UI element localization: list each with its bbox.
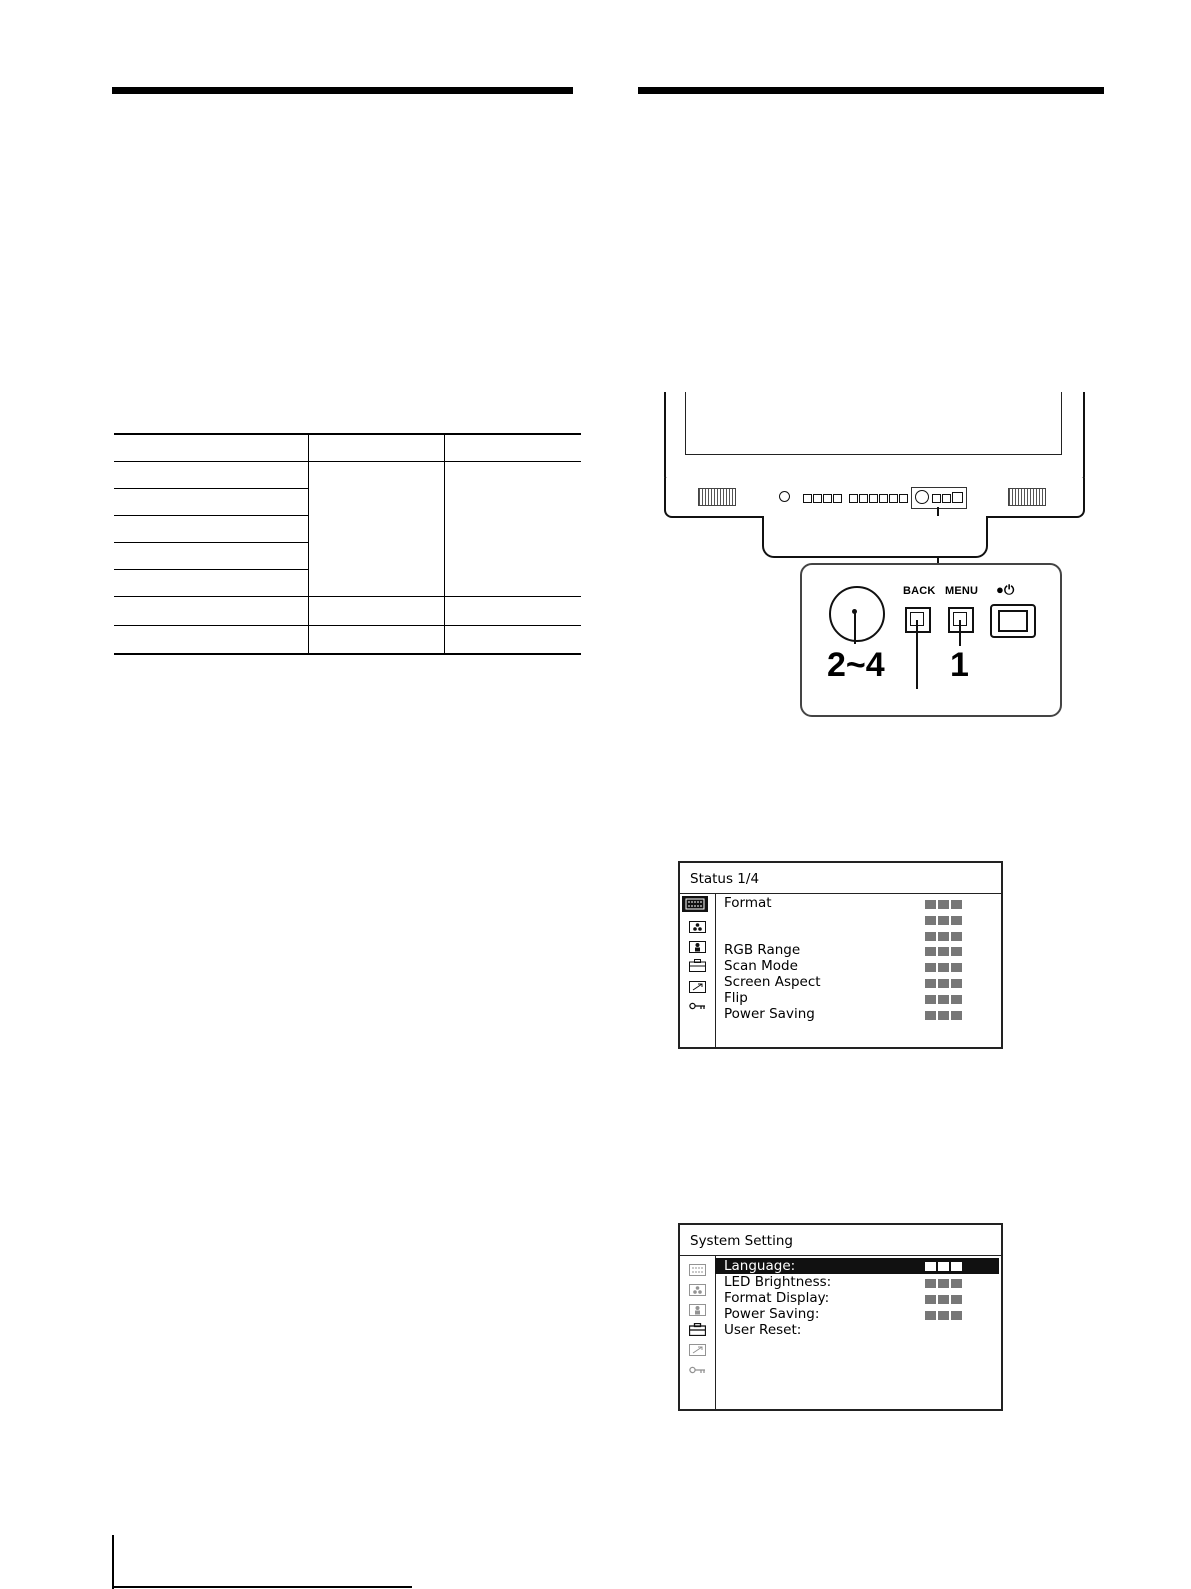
power-symbol-label: ●⏻ xyxy=(996,582,1015,597)
left-speaker-grille xyxy=(698,488,736,506)
panel-button xyxy=(823,494,832,503)
step-number-menu: 1 xyxy=(950,646,969,684)
status-icon xyxy=(682,896,708,912)
panel-button xyxy=(833,494,842,503)
panel-button xyxy=(889,494,898,503)
osd-system-window xyxy=(678,1223,1003,1411)
menu-leader xyxy=(959,620,961,646)
panel-button xyxy=(849,494,858,503)
panel-button xyxy=(859,494,868,503)
panel-button xyxy=(869,494,878,503)
menu-button-icon xyxy=(948,607,974,633)
osd-status-row: Flip xyxy=(724,990,748,1006)
panel-button xyxy=(803,494,812,503)
left-heading-rule xyxy=(112,87,573,94)
panel-button xyxy=(813,494,822,503)
system-setting-icon xyxy=(689,1321,706,1333)
osd-status-row: Scan Mode xyxy=(724,958,798,974)
right-heading-rule xyxy=(638,87,1104,94)
tally-led-icon xyxy=(779,491,790,502)
osd-system-row: Format Display: xyxy=(724,1290,830,1306)
monitor-stand-base xyxy=(762,516,988,558)
monitor-display-area xyxy=(685,392,1062,455)
osd-status-row: Screen Aspect xyxy=(724,974,821,990)
mini-back-button xyxy=(932,494,941,503)
osd-status-row: RGB Range xyxy=(724,942,801,958)
osd-system-row-selected: Language: xyxy=(715,1258,999,1274)
page-margin-bar xyxy=(112,1535,114,1589)
key-lock-icon xyxy=(689,997,706,1009)
mini-knob-icon xyxy=(915,490,929,504)
back-label: BACK xyxy=(903,585,936,597)
control-arrow-icon xyxy=(689,1341,706,1353)
menu-label: MENU xyxy=(945,585,979,597)
osd-system-row: LED Brightness: xyxy=(724,1274,832,1290)
step-number-knob: 2~4 xyxy=(827,646,885,684)
rotary-knob-icon xyxy=(829,586,885,642)
osd-system-row: User Reset: xyxy=(724,1322,802,1338)
system-setting-icon xyxy=(689,957,706,969)
status-icon xyxy=(689,1261,706,1273)
user-control-icon xyxy=(689,1301,706,1313)
control-arrow-icon xyxy=(689,978,706,990)
osd-status-row: Format xyxy=(724,895,772,911)
panel-button xyxy=(879,494,888,503)
back-button-icon xyxy=(905,607,931,633)
panel-button xyxy=(899,494,908,503)
knob-leader xyxy=(854,612,856,644)
osd-system-title: System Setting xyxy=(690,1233,793,1249)
key-lock-icon xyxy=(689,1361,706,1373)
osd-status-window xyxy=(678,861,1003,1049)
osd-system-row: Power Saving: xyxy=(724,1306,820,1322)
osd-status-row: Power Saving xyxy=(724,1006,815,1022)
user-control-icon xyxy=(689,938,706,950)
right-speaker-grille xyxy=(1008,488,1046,506)
color-icon xyxy=(689,918,706,930)
mini-menu-button xyxy=(942,494,951,503)
power-button-icon xyxy=(990,604,1036,638)
osd-status-title: Status 1/4 xyxy=(690,871,760,887)
back-leader xyxy=(916,620,918,689)
footer-rule xyxy=(112,1586,412,1588)
mini-power-button xyxy=(952,492,963,503)
color-icon xyxy=(689,1281,706,1293)
